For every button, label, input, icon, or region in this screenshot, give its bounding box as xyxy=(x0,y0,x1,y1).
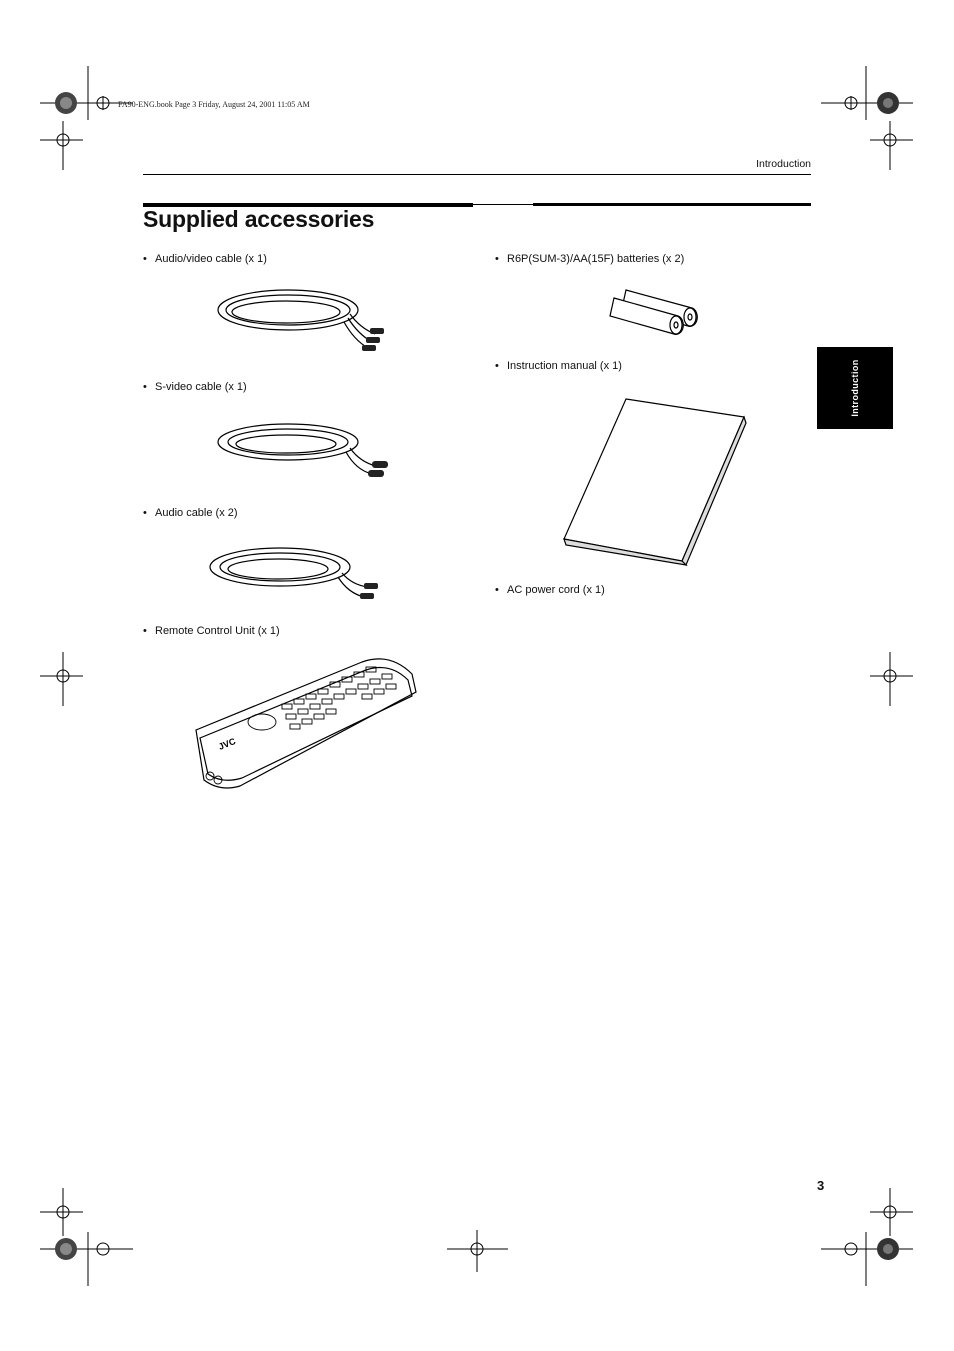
bullet: • xyxy=(143,507,147,519)
list-item xyxy=(495,360,622,372)
instruction-manual-illustration xyxy=(560,395,750,565)
bullet: • xyxy=(495,360,499,372)
item-label: AC power cord (x 1) xyxy=(507,584,605,596)
remote-control-illustration xyxy=(190,652,430,792)
item-label: R6P(SUM-3)/AA(15F) batteries (x 2) xyxy=(507,253,685,265)
s-video-cable-illustration xyxy=(212,418,392,488)
item-label: Instruction manual (x 1) xyxy=(507,360,622,372)
item-label: Remote Control Unit (x 1) xyxy=(155,625,280,637)
item-label: S-video cable (x 1) xyxy=(155,381,247,393)
list-item xyxy=(143,507,238,519)
bullet: • xyxy=(495,584,499,596)
header-section-label: Introduction xyxy=(756,158,811,170)
item-label: Audio/video cable (x 1) xyxy=(155,253,267,265)
print-info-line: FA90-ENG.book Page 3 Friday, August 24, 2001 11:05 AM xyxy=(118,100,310,109)
list-item xyxy=(143,625,280,637)
audio-cable-illustration xyxy=(204,543,384,613)
bullet: • xyxy=(143,625,147,637)
header-rule xyxy=(143,174,811,175)
bullet: • xyxy=(495,253,499,265)
list-item xyxy=(143,381,247,393)
side-tab xyxy=(817,347,893,429)
title-rule-thick-right xyxy=(533,203,811,206)
list-item xyxy=(143,253,267,265)
batteries-illustration xyxy=(604,286,704,342)
bullet: • xyxy=(143,381,147,393)
list-item xyxy=(495,253,684,265)
audio-video-cable-illustration xyxy=(210,282,390,362)
remote-brand-logo: JVC xyxy=(217,736,237,752)
item-label: Audio cable (x 2) xyxy=(155,507,238,519)
bullet: • xyxy=(143,253,147,265)
list-item xyxy=(495,584,605,596)
side-tab-label: Introduction xyxy=(850,359,860,417)
page-number: 3 xyxy=(817,1178,825,1193)
page-title: Supplied accessories xyxy=(143,206,375,232)
